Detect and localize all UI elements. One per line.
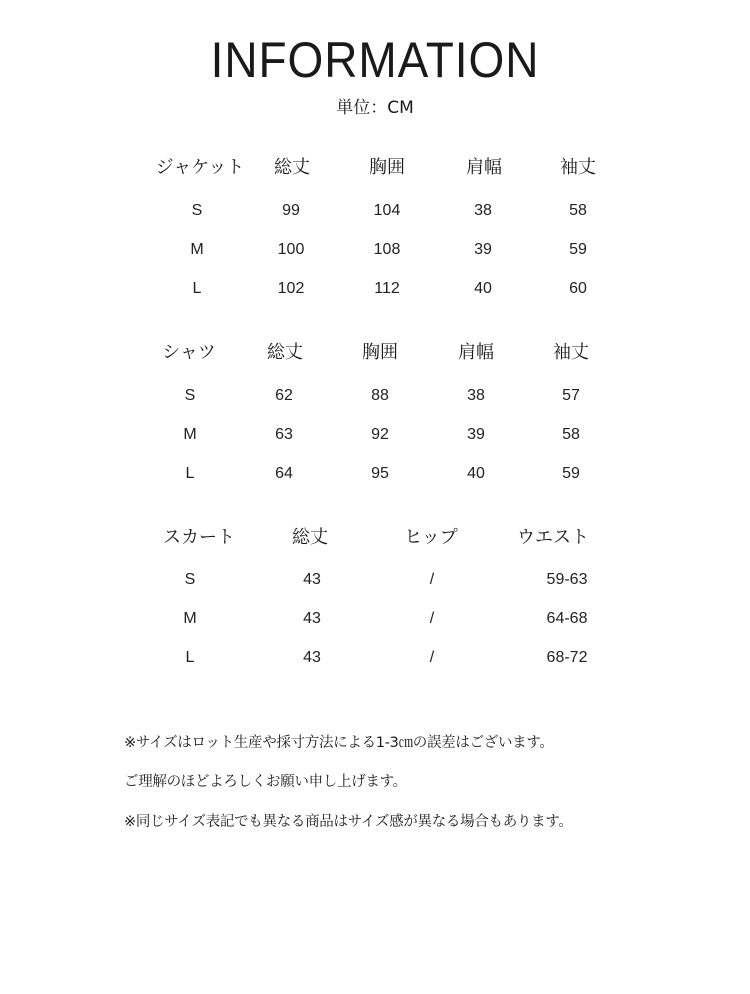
table-cell: 99 [282,202,300,219]
table-cell: 43 [303,610,321,627]
table-header: 袖丈 [553,342,589,363]
table-cell: 40 [474,280,492,297]
table-header: スカート [163,527,235,548]
table-cell: S [184,571,196,588]
table-cell: S [184,387,196,404]
table-header: 肩幅 [458,342,494,363]
table-cell: 112 [374,280,400,297]
table-header: 総丈 [292,527,328,548]
table-cell: 104 [373,202,401,219]
table-cell: 58 [562,426,580,443]
table-cell: M [190,241,204,258]
table-header: 袖丈 [560,157,596,178]
table-header: 胸囲 [362,342,398,363]
table-cell: L [185,465,195,482]
table-cell: 68-72 [546,649,588,666]
table-cell: / [429,610,435,627]
table-cell: 40 [467,465,485,482]
table-cell: 59-63 [546,571,588,588]
table-header: 胸囲 [369,157,405,178]
table-cell: 59 [562,465,580,482]
table-cell: 100 [277,241,305,258]
table-cell: 43 [303,649,321,666]
table-cell: 58 [569,202,587,219]
table-cell: 88 [371,387,389,404]
page-title: INFORMATION [210,32,540,88]
size-note: ご理解のほどよろしくお願い申し上げます。 [124,774,407,790]
table-cell: 64-68 [546,610,588,627]
table-cell: 38 [474,202,492,219]
table-cell: S [191,202,203,219]
table-cell: / [429,649,435,666]
table-cell: 62 [275,387,293,404]
table-cell: M [183,426,197,443]
size-note: ※サイズはロット生産や採寸方法による1-3㎝の誤差はございます。 [124,735,554,751]
table-cell: M [183,610,197,627]
table-cell: 38 [467,387,485,404]
table-cell: L [185,649,195,666]
table-cell: 39 [467,426,485,443]
table-cell: / [429,571,435,588]
table-cell: 60 [569,280,587,297]
unit-label: 単位：CM [336,98,414,118]
table-cell: 63 [275,426,293,443]
table-cell: 95 [371,465,389,482]
table-cell: 102 [277,280,305,297]
table-header: 総丈 [267,342,303,363]
table-cell: 108 [373,241,401,258]
table-header: ヒップ [404,527,458,548]
table-header: ジャケット [155,157,245,178]
table-cell: 39 [474,241,492,258]
table-cell: 59 [569,241,587,258]
table-header: シャツ [162,342,216,363]
table-cell: 43 [303,571,321,588]
table-cell: 92 [371,426,389,443]
table-cell: 64 [275,465,293,482]
table-cell: L [192,280,202,297]
table-header: 総丈 [274,157,310,178]
table-header: ウエスト [517,527,589,548]
size-note: ※同じサイズ表記でも異なる商品はサイズ感が異なる場合もあります。 [124,814,573,830]
table-header: 肩幅 [466,157,502,178]
table-cell: 57 [562,387,580,404]
